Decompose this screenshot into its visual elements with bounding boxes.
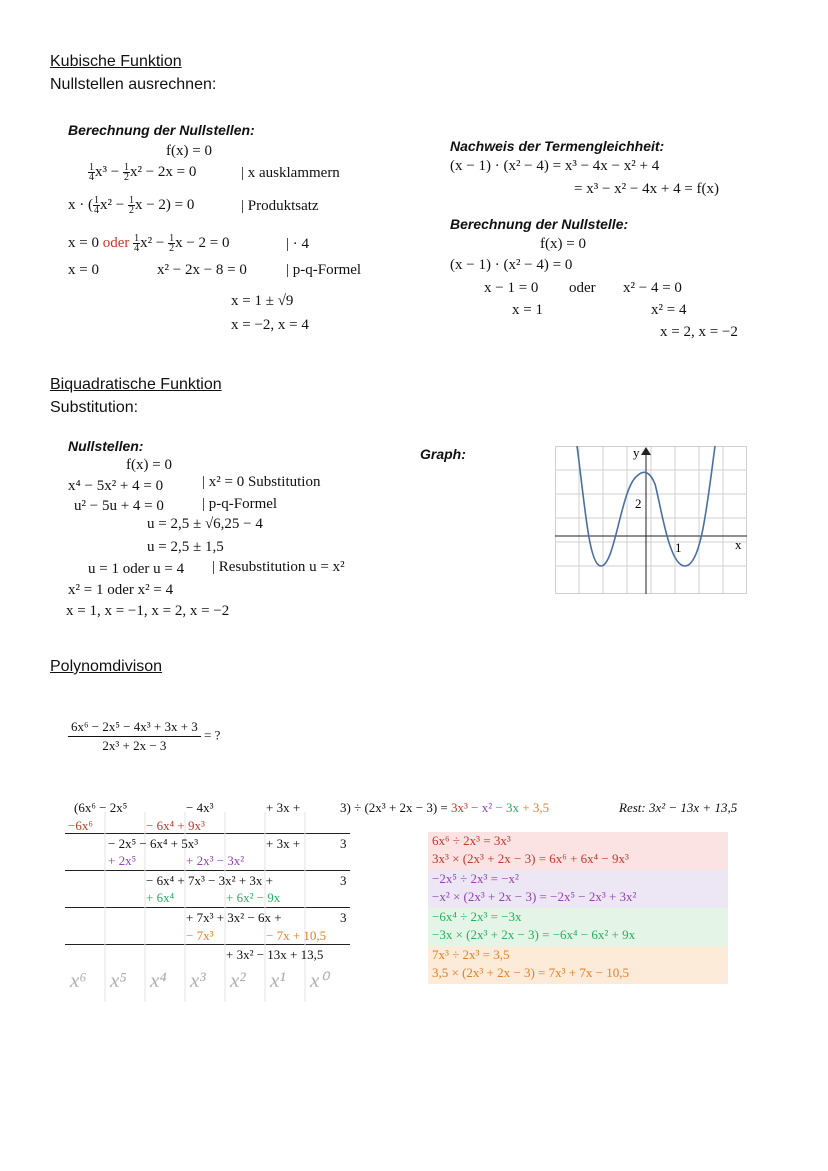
biquad-line-8: x = 1, x = −1, x = 2, x = −2 [66,603,230,619]
step-2-text: −2x⁵ ÷ 2x³ = −x² [432,871,519,886]
proof-line-1: (x − 1) · (x² − 4) = x³ − 4x − x² + 4 [450,158,660,174]
calc-heading: Berechnung der Nullstellen: [68,122,255,138]
div-row-0-a: (6x⁶ − 2x⁵ [74,800,128,815]
step-2-mult-b: −2x⁵ − 2x³ + 3x² [550,889,637,904]
frac-den: 4 [89,172,94,183]
zero-line-2: (x − 1) · (x² − 4) = 0 [450,257,573,273]
zero-line-3-a: x − 1 = 0 [484,280,539,296]
kub-line-4 [68,234,230,253]
step-4-multiply [432,965,629,981]
y-axis-arrow [641,447,651,455]
graph-y-label: y [633,446,640,460]
div-row-3-a: + 2x⁵ [108,853,137,868]
biquad-line-2: x⁴ − 5x² + 4 = 0 [68,478,164,494]
kub-line-6: x = 1 ± √9 [231,293,294,309]
section-title-poly: Polynomdivison [50,658,163,675]
div-row-4-c: 3 [340,873,347,888]
biquad-line-2-note: | x² = 0 Substitution [202,474,321,490]
zero-line-3-c: x² − 4 = 0 [623,280,682,296]
zero-line-1: f(x) = 0 [540,236,586,252]
kub-l4-a: x = 0 [68,234,103,251]
biquad-line-3-note: | p-q-Formel [202,496,278,512]
kub-l2-b: x² − 2x = 0 [129,163,197,180]
fraction [123,163,130,182]
div-row-5-a: + 6x⁴ [146,890,175,905]
poly-frac-eq: = ? [204,727,221,743]
section-subtitle-kubisch: Nullstellen ausrechnen: [50,76,217,93]
graph-tick-1: 1 [675,540,682,555]
div-row-8: + 3x² − 13x + 13,5 [226,947,324,962]
step-4-divide [432,947,510,963]
graph-tick-2: 2 [635,496,642,511]
kub-line-3 [68,196,194,215]
graph-x-label: x [735,537,742,552]
kub-l3-c: x − 2) = 0 [134,196,195,213]
div-row-1-a: −6x⁶ [68,818,93,833]
kub-line-3-note: | Produktsatz [241,198,319,214]
section-subtitle-biquad: Substitution: [50,399,139,416]
step-3-divide [432,909,522,925]
poly-frac-den: 2x³ + 2x − 3 [102,738,167,753]
power-label: x⁶ [70,968,87,992]
poly-frac-num: 6x⁶ − 2x⁵ − 4x³ + 3x + 3 [68,719,201,737]
power-label: x⁴ [150,968,167,992]
power-label: x³ [190,968,206,992]
proof-line-2: = x³ − x² − 4x + 4 = f(x) [574,181,720,197]
zero-line-4-a: x = 1 [512,302,543,318]
div-row-7-b: − 7x + 10,5 [266,928,327,943]
zero-heading: Berechnung der Nullstelle: [450,216,629,232]
div-row-1-b: − 6x⁴ + 9x³ [146,818,205,833]
step-4-mult-a: 3,5 × (2x³ + 2x − 3) = [432,965,549,980]
kub-l4-b: x² − [140,234,169,251]
div-row-7-a: − 7x³ [186,928,214,943]
kub-line-4-note: | · 4 [286,236,309,252]
frac-num: 1 [169,233,175,244]
step-2-mult-a: −x² × (2x³ + 2x − 3) = [432,889,551,904]
biquad-line-3: u² − 5u + 4 = 0 [74,498,164,514]
frac-den: 2 [169,243,175,254]
frac-den: 4 [94,205,99,216]
poly-big-fraction [68,719,201,754]
biquad-line-1: f(x) = 0 [126,457,172,473]
step-1-multiply [432,851,629,867]
div-row-3-b: + 2x³ − 3x² [186,853,245,868]
division-rest: Rest: 3x² − 13x + 13,5 [619,800,738,815]
div-row-0-b: − 4x³ [186,800,214,815]
biquad-line-4: u = 2,5 ± √6,25 − 4 [147,516,263,532]
div-row-6: + 7x³ + 3x² − 6x + [186,910,282,925]
step-1-text: 6x⁶ ÷ 2x³ = 3x³ [432,833,511,848]
biquad-line-6: u = 1 oder u = 4 [88,561,185,577]
step-1-divide [432,833,511,849]
biquad-line-6-note: | Resubstitution u = x² [212,559,345,575]
step-4-mult-b: 7x³ + 7x − 10,5 [548,965,629,980]
power-label: x¹ [270,968,286,992]
power-label: x² [230,968,246,992]
step-3-multiply [432,927,635,943]
kub-line-5-note: | p-q-Formel [286,262,362,278]
step-3-mult-a: −3x × (2x³ + 2x − 3) = [432,927,553,942]
step-2-multiply [432,889,636,905]
kub-line-5-a: x = 0 [68,262,99,278]
quotient-term-4: + 3,5 [519,800,550,815]
div-row-2-c: 3 [340,836,347,851]
zero-line-5: x = 2, x = −2 [660,324,738,340]
fraction [88,163,95,182]
biquad-line-5: u = 2,5 ± 1,5 [147,539,224,555]
fraction [128,196,135,215]
section-title-kubisch: Kubische Funktion [50,53,182,70]
kub-line-5-b: x² − 2x − 8 = 0 [157,262,247,278]
frac-den: 2 [123,172,129,183]
power-label: x⁰ [310,968,328,992]
biquad-heading: Nullstellen: [68,438,144,454]
step-3-text: −6x⁴ ÷ 2x³ = −3x [432,909,522,924]
kub-l3-a: x · ( [68,196,93,213]
kub-line-2-note: | x ausklammern [241,165,340,181]
kub-line-1: f(x) = 0 [166,143,212,159]
frac-num: 1 [94,195,99,206]
power-labels [70,968,350,993]
div-row-5-b: + 6x² − 9x [226,890,281,905]
zero-line-4-b: x² = 4 [651,302,687,318]
poly-fraction [68,719,220,754]
fraction [93,196,100,215]
quotient-term-1: 3x³ [451,800,468,815]
div-row-6-c: 3 [340,910,347,925]
graph-heading: Graph: [420,446,466,462]
step-3-mult-b: −6x⁴ − 6x² + 9x [552,927,636,942]
div-row-0-d [340,800,549,816]
frac-den: 2 [128,205,134,216]
kub-l2-a: x³ − [95,163,123,180]
kub-l4-c: x − 2 = 0 [175,234,230,251]
frac-num: 1 [128,195,134,206]
quartic-graph [555,446,747,594]
frac-num: 1 [134,233,140,244]
step-1-mult-b: 6x⁶ + 6x⁴ − 9x³ [549,851,629,866]
step-2-divide [432,871,519,887]
step-1-mult-a: 3x³ × (2x³ + 2x − 3) = [432,851,550,866]
frac-den: 4 [134,243,140,254]
div-row-4: − 6x⁴ + 7x³ − 3x² + 3x + [146,873,273,888]
kub-l3-b: x² − [100,196,128,213]
kub-l4-oder: oder [102,234,130,251]
kub-line-2 [88,163,196,182]
frac-num: 1 [123,162,129,173]
step-4-text: 7x³ ÷ 2x³ = 3,5 [432,947,510,962]
proof-heading: Nachweis der Termengleichheit: [450,138,665,154]
kub-line-7: x = −2, x = 4 [231,317,309,333]
quotient-term-3: − 3x [492,800,519,815]
section-title-biquad: Biquadratische Funktion [50,376,222,393]
div-row-2: − 2x⁵ − 6x⁴ + 5x³ [108,836,199,851]
frac-num: 1 [89,162,94,173]
div-row-2-b: + 3x + [266,836,301,851]
div-row-0-eq: 3) ÷ (2x³ + 2x − 3) = [340,800,452,815]
quotient-term-2: − x² [467,800,493,815]
div-row-0-c: + 3x + [266,800,301,815]
power-label: x⁵ [110,968,127,992]
zero-line-3-b: oder [569,280,596,296]
biquad-line-7: x² = 1 oder x² = 4 [68,582,174,598]
